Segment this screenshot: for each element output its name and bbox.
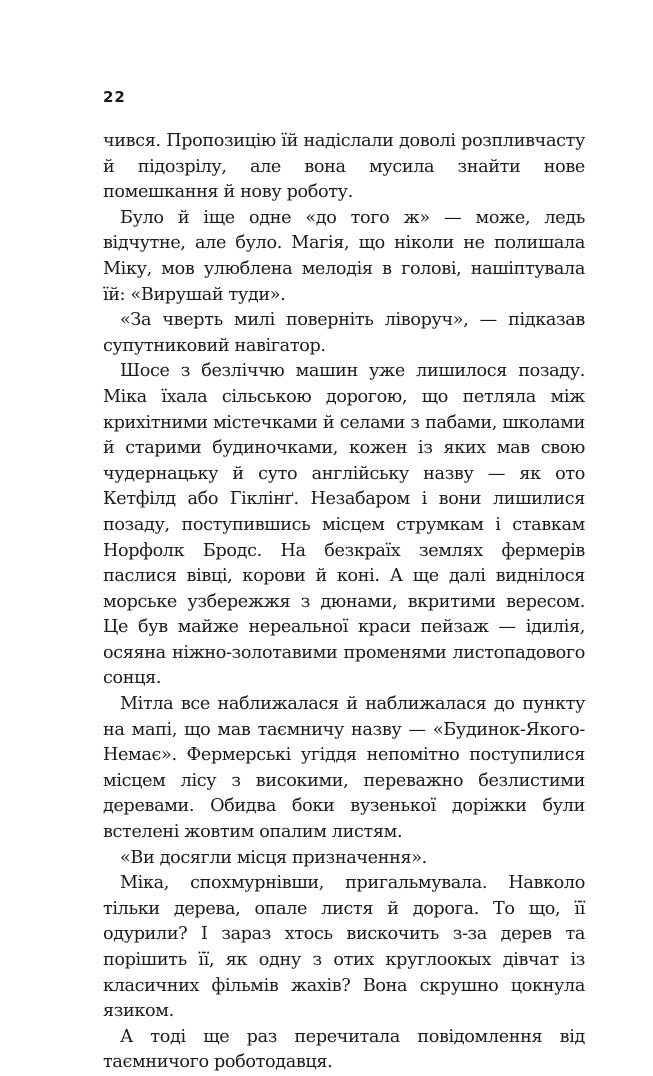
paragraph-1: чився. Пропозицію їй надіслали доволі розпливчасту й підозрілу, але вона мусила знайти нове помешкання й нову роботу. <box>103 131 585 203</box>
paragraph-8: А тоді ще раз перечитала повідомлення від таємничого роботодавця. <box>103 1026 585 1073</box>
paragraph-6: «Ви досягли місця призначення». <box>120 847 427 868</box>
paragraph-4: Шосе з безліччю машин уже лишилося позаду. Міка їхала сільською дорогою, що петляла між крихітними містечками й селами з пабами, школами й старими будиночками, кожен із яких мав свою чудернацьку й суто англійську назву — як ото Кетфілд або Гіклінґ. Незабаром і вони лишилися позаду, поступившись місцем струмкам і ставкам Норфолк Бродс. На безкраїх землях фермерів паслися вівці, корови й коні. А ще далі виднілося морське узбережжя з дюнами, вкритими вересом. Це був майже нереальної краси пейзаж — ідилія, осяяна ніжно-золотавими променями листопадового сонця. <box>103 361 585 689</box>
body-text <box>103 129 585 1076</box>
page-number: 22 <box>103 88 126 106</box>
paragraph-5: Мітла все наближалася й наближалася до пункту на мапі, що мав таємничу назву — «Будинок-Якого-Немає». Фермерські угіддя непомітно поступилися місцем лісу з високими, переважно безлистими деревами. Обидва боки вузенької доріжки були встелені жовтим опалим листям. <box>103 694 585 843</box>
paragraph-7: Міка, спохмурнівши, пригальмувала. Навколо тільки дерева, опале листя й дорога. То що, її одурили? І зараз хтось вискочить з-за дерев та порішить її, як одну з отих круглоокых дівчат із класичних фільмів жахів? Вона скрушно цокнула язиком. <box>103 873 585 1022</box>
paragraph-2: Було й іще одне «до того ж» — може, ледь відчутне, але було. Магія, що ніколи не полишала Міку, мов улюблена мелодія в голові, нашіптувала їй: «Вирушай туди». <box>103 207 585 305</box>
paragraph-3: «За чверть милі поверніть ліворуч», — підказав супутниковий навігатор. <box>103 310 585 356</box>
